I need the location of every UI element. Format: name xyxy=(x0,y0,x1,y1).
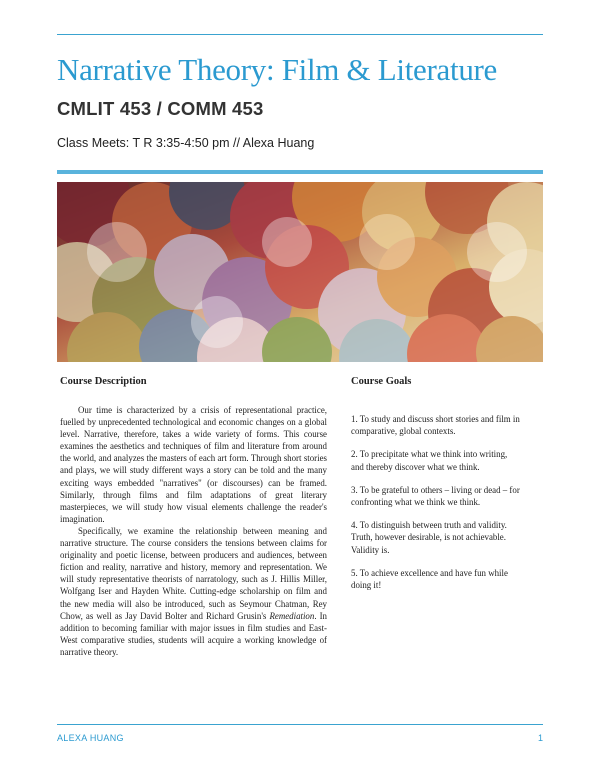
goal-item: 4. To distinguish between truth and validity. Truth, however desirable, is not achievable. Validity is. xyxy=(351,520,507,555)
description-p2-italic: Remediation xyxy=(269,610,315,621)
description-paragraph-1: Our time is characterized by a crisis of representational practice, fuelled by unprecedented technological and economic changes on a global level. Narrative, therefore, takes a wide variety of forms. This course examines the aesthetics and techniques of film and literature from around the world, and analyzes the masters of each art form. Through short stories and plays, we will study different ways a story can be told and the many exciting ways embedded "narratives" (or discourses) can be framed. Similarly, through films and film adaptations of great literary masterpieces, we will study how visual elements challenge the reader's imagination. xyxy=(60,405,327,524)
course-codes: CMLIT 453 / COMM 453 xyxy=(57,98,264,119)
description-paragraph-2 xyxy=(60,525,327,658)
goal-item: 3. To be grateful to others – living or dead – for confronting what we think we think. xyxy=(351,484,520,508)
course-goals-list xyxy=(351,413,521,602)
hero-image xyxy=(57,182,543,362)
page-number: 1 xyxy=(537,733,543,743)
description-p2-start: Specifically, we examine the relationship between meaning and narrative structure. The course considers the tensions between claims for originality and poetic license, between producers and audiences, between fiction and reality, narrative and history, memory and representation. We will study representative theorists of narratology, such as J. Hillis Miller, Wolfgang Iser and Hayden White. Cutting-edge scholarship on film and the new media will also be introduced, such as Seymour Chatman, Rey Chow, as well as Jay David Bolter and Richard Grusin's xyxy=(60,525,327,621)
class-meets: Class Meets: T R 3:35-4:50 pm // Alexa Huang xyxy=(57,136,315,150)
goal-item: 5. To achieve excellence and have fun while doing it! xyxy=(351,567,508,591)
course-description-heading: Course Description xyxy=(60,376,147,387)
header-divider xyxy=(57,170,543,174)
goal-item: 1. To study and discuss short stories and film in comparative, global contexts. xyxy=(351,414,520,437)
footer-rule xyxy=(57,724,543,725)
goal-item: 2. To precipitate what we think into writing, and thereby discover what we think. xyxy=(351,449,508,472)
top-rule xyxy=(57,34,543,35)
page-title: Narrative Theory: Film & Literature xyxy=(57,52,497,87)
course-description xyxy=(60,404,327,658)
footer-author: ALEXA HUANG xyxy=(57,733,124,743)
overlapping-circles-image xyxy=(57,182,543,362)
description-p2-end: . In addition to becoming familiar with major issues in film studies and East-West comparative studies, students will acquire a working knowledge of narrative theory. xyxy=(60,610,327,657)
course-goals-heading: Course Goals xyxy=(351,376,412,387)
